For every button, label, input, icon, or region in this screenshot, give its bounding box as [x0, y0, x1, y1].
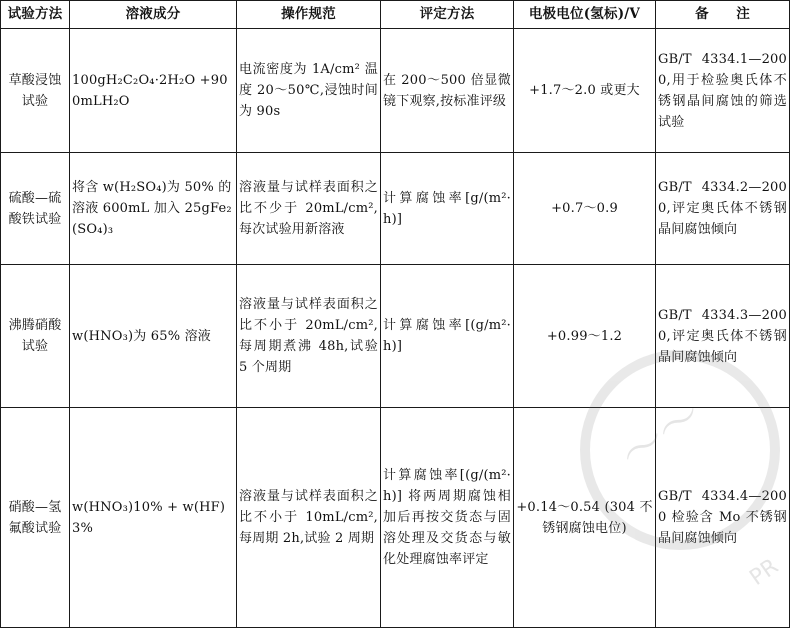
cell-note: GB/T 4334.2—2000,评定奥氏体不锈钢晶间腐蚀倾向 [656, 153, 790, 265]
cell-solution: w(HNO₃)10% + w(HF)3% [70, 408, 237, 628]
cell-evaluation: 在 200～500 倍显微镜下观察,按标准评级 [381, 29, 514, 153]
table-row [1, 265, 790, 408]
cell-solution: 将含 w(H₂SO₄)为 50% 的溶液 600mL 加入 25gFe₂(SO₄)₃ [70, 153, 237, 265]
table-row [1, 408, 790, 628]
header-note: 备 注 [656, 1, 790, 29]
header-solution: 溶液成分 [70, 1, 237, 29]
watermark-mark: PR [745, 554, 784, 591]
cell-operation: 溶液量与试样表面积之比不小于 10mL/cm²,每周期 2h,试验 2 周期 [237, 408, 381, 628]
cell-evaluation: 计算腐蚀率[g/(m²·h)] [381, 153, 514, 265]
cell-potential: +0.99～1.2 [514, 265, 656, 408]
header-evaluation: 评定方法 [381, 1, 514, 29]
cell-evaluation: 计算腐蚀率[(g/(m²·h)] 将两周期腐蚀相加后再按交货态与固溶处理及交货态与敏化处理腐蚀率评定 [381, 408, 514, 628]
cell-potential: +1.7～2.0 或更大 [514, 29, 656, 153]
header-operation: 操作规范 [237, 1, 381, 29]
cell-evaluation: 计算腐蚀率[(g/m²·h)] [381, 265, 514, 408]
cell-operation: 溶液量与试样表面积之比不小于 20mL/cm²,每周期煮沸 48h,试验 5 个周期 [237, 265, 381, 408]
cell-potential: +0.7～0.9 [514, 153, 656, 265]
cell-method: 硝酸—氢氟酸试验 [1, 408, 70, 628]
cell-method: 沸腾硝酸试验 [1, 265, 70, 408]
cell-note: GB/T 4334.4—2000 检验含 Mo 不锈钢晶间腐蚀倾向 [656, 408, 790, 628]
cell-potential: +0.14～0.54 (304 不锈钢腐蚀电位) [514, 408, 656, 628]
cell-method: 硫酸—硫酸铁试验 [1, 153, 70, 265]
watermark-glyphs: 〜〜 [610, 389, 713, 482]
cell-solution: w(HNO₃)为 65% 溶液 [70, 265, 237, 408]
table-header-row [1, 1, 790, 29]
cell-operation: 溶液量与试样表面积之比不少于 20mL/cm²,每次试验用新溶液 [237, 153, 381, 265]
cell-operation: 电流密度为 1A/cm² 温度 20～50℃,浸蚀时间为 90s [237, 29, 381, 153]
cell-note: GB/T 4334.3—2000,评定奥氏体不锈钢晶间腐蚀倾向 [656, 265, 790, 408]
cell-method: 草酸浸蚀试验 [1, 29, 70, 153]
table-row [1, 29, 790, 153]
header-potential: 电极电位(氢标)/V [514, 1, 656, 29]
header-method: 试验方法 [1, 1, 70, 29]
cell-note: GB/T 4334.1—2000,用于检验奥氏体不锈钢晶间腐蚀的筛选试验 [656, 29, 790, 153]
table-row [1, 153, 790, 265]
cell-solution: 100gH₂C₂O₄·2H₂O +900mLH₂O [70, 29, 237, 153]
